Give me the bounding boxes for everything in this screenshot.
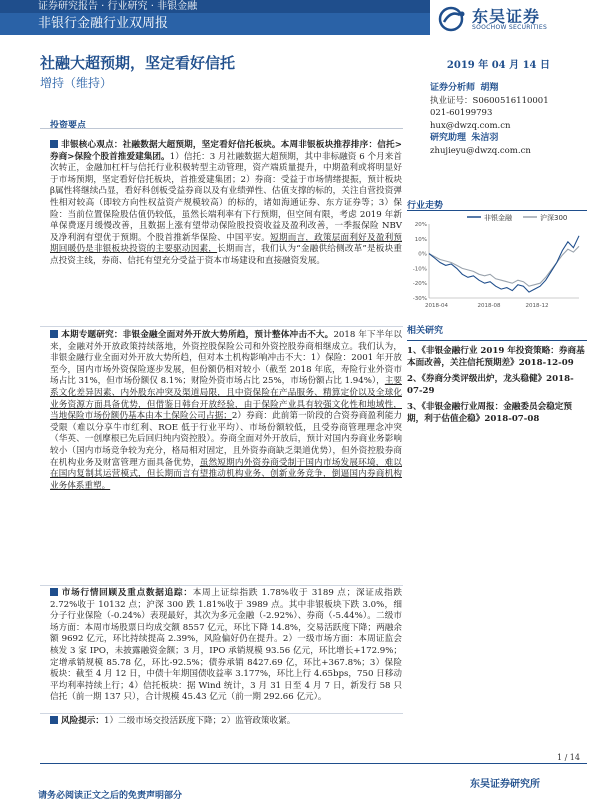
y-tick-label: 10% xyxy=(414,236,427,243)
page-number: 1 / 14 xyxy=(556,753,580,762)
footer-divider xyxy=(40,763,587,764)
related-research-item[interactable]: 2、《券商分类评级出炉，龙头稳健》2018-07-29 xyxy=(407,374,574,396)
paragraph-core-views xyxy=(50,140,402,268)
report-type-title: 非银行金融行业双周报 xyxy=(0,13,430,35)
legend-label: 沪深300 xyxy=(540,214,568,222)
logo-text-en: SOOCHOW SECURITIES xyxy=(472,24,548,31)
paragraph-lead: 本期专题研究：非银金融全面对外开放大势所趋，预计整体冲击不大。 xyxy=(61,330,334,340)
analyst-info xyxy=(430,82,580,157)
legend-label: 非银金融 xyxy=(484,214,512,222)
chart-section-title: 行业走势 xyxy=(407,201,444,211)
analyst-role: 证券分析师 xyxy=(430,83,476,93)
bullet-icon xyxy=(50,716,58,724)
logo-icon xyxy=(438,6,468,32)
paragraph-underlined: 虽然短期内外资券商受制于国内市场发展环境，难以在国内复制其运营模式，但长期而言有望推动机构业务、创新业务竞争，倒逼国内券商机构业务体系重塑。 xyxy=(50,457,402,491)
analyst-phone: 021-60199793 xyxy=(430,108,493,118)
assistant-email[interactable]: zhujieyu@dwzq.com.cn xyxy=(430,145,531,156)
report-headline: 社融大超预期，坚定看好信托 xyxy=(40,54,236,72)
paragraph-lead: 市场行情回顾及重点数据追踪： xyxy=(61,588,193,598)
series-line xyxy=(429,246,579,286)
paragraph-divider xyxy=(40,713,403,714)
x-tick-label: 2018-08 xyxy=(477,303,501,309)
assistant-role: 研究助理 xyxy=(430,133,467,143)
rating: 增持（维持） xyxy=(40,76,113,90)
logo-text-cn: 东吴证券 xyxy=(472,7,541,26)
chart-svg xyxy=(407,200,587,320)
paragraph-underlined: 短期而言，政策层面利好及盈利预期回暖仍是非银板块投资的主要驱动因素， xyxy=(50,232,402,255)
y-tick-label: 20% xyxy=(414,222,427,228)
paragraph-body: 1）信托：3 月社融数据大超预期，其中非标融资 6 个月来首次转正，金融加杠杆与信托行业积极转型主动管理，资产端质量提升，中期盈利或将明显好于市场预期，坚定看好信托板块，首推爱建集团；2）券商：受益于市场情绪提振，预计板块β属性将继续凸显，看好科创板受益券商以及有业绩弹性、估值支撑的标的，关注自营投资弹性相对较高（即较方向性权益资产规模较高）的标的，诸如海通证券、东方证券等；3）保险：当前位置保险股估值仍较低，虽然长端利率有下行预期，但空间有限，考虑 2019 年新单保费逐月缓慢改善，且数据上涨有望带动保险股投资收益及盈利改善，一季报保险 NBV 及净利润有望优于预期。个股首推新华保险、中国平安。 xyxy=(50,151,402,243)
paragraph-underlined: 主要系文化差异因素、内外股东冲突及渠道局限，且中资保险在产品服务、精算定价以及全球化业务资源方面具备优势，但借鉴日韩台开放经验，由于保险产业具有较强文化性和地域性，当地保险市场份额仍基本由本土保险公司占据； xyxy=(50,376,402,422)
paragraph-special-topic xyxy=(50,330,402,492)
bullet-icon xyxy=(50,330,58,338)
paragraph-risk xyxy=(50,716,402,728)
paragraph-body: 本周上证综指跌 1.78%收于 3189 点；深证成指跌 2.72%收于 10132 点；沪深 300 跌 1.81%收于 3989 点。其中非银板块下跌 3.0%，细分子行业保险（-0.24%）表现最好，其次为多元金融（-2.92%）、券商（-5.44%）。二级市场方面：本周市场股票日均成交额 8557 亿元，环比下降 14.8%，交易活跃度下降；两融余额 9692 亿元，环比持续提高 2.39%，风险偏好仍在提升。2）一级市场方面：本周证监会核发 3 家 IPO，未披露融资金额；3 月，IPO 承销规模 93.56 亿元，环比增长+172.9%；定增承销规模 85.78 亿，环比-92.5%；债券承销 8427.69 亿，环比+367.8%；3）保险板块：截至 4 月 12 日，中债十年期国债收益率 3.177%，环比上行 4.65bps，750 日移动平均利率持续上行；4）信托板块：据 Wind 统计，3 月 31 日至 4 月 7 日，新发行 58 只信托（前一期 137 只），合计规模 45.43 亿元（前一期 292.66 亿元）。 xyxy=(50,588,402,703)
paragraph-market-review xyxy=(50,588,402,704)
paragraph-body: 1）二级市场交投活跃度下降；2）监管政策收紧。 xyxy=(103,716,296,726)
report-date: 2019 年 04 月 14 日 xyxy=(446,60,550,71)
related-research-item[interactable]: 1、《非银金融行业 2019 年投资策略：券商基本面改善，关注信托预期差》2018-12-09 xyxy=(407,346,585,368)
paragraph-lead: 风险提示： xyxy=(61,716,104,726)
analyst-name: 胡翔 xyxy=(480,83,499,93)
industry-trend-chart xyxy=(407,200,587,320)
section-title-highlights: 投资要点 xyxy=(50,121,87,131)
x-tick-label: 2018-04 xyxy=(425,303,448,309)
paragraph-divider xyxy=(40,326,403,327)
analyst-license: 执业证号：S0600516110001 xyxy=(430,95,549,106)
company-logo xyxy=(438,4,588,36)
assistant-name: 朱洁羽 xyxy=(471,133,499,143)
report-header xyxy=(0,0,600,38)
y-tick-label: -30% xyxy=(412,296,427,302)
paragraph-divider xyxy=(40,585,403,586)
footer-firm-name: 东吴证券研究所 xyxy=(470,779,540,790)
paragraph-body: 2）券商：此前第一阶段的合资券商盈利能力受限（难以分享牛市红利、ROE 低于行业平均）、市场份额较低，且受券商管理理念冲突（华英、一创摩根已先后回归纯内资控股）。券商全面对外开放后，预计对国内券商业务影响较小（国内市场竞争较为充分，格局相对固定，且外资券商缺乏渠道优势），但外资控股券商在机构业务及财富管理方面具备优势， xyxy=(50,411,402,468)
series-line xyxy=(429,236,579,292)
bullet-icon xyxy=(50,588,58,596)
breadcrumb: 证券研究报告 · 行业研究 · 非银金融 xyxy=(0,0,430,13)
paragraph-body: 长期而言，我们认为“金融供给侧改革”是板块重点投资主线，券商、信托有望充分受益于资本市场建设和直接融资发展。 xyxy=(50,244,402,266)
y-tick-label: 0% xyxy=(418,251,427,258)
analyst-email[interactable]: hux@dwzq.com.cn xyxy=(430,120,511,131)
related-research xyxy=(407,323,587,429)
y-tick-label: -10% xyxy=(412,266,427,273)
x-tick-label: 2018-12 xyxy=(525,303,549,309)
related-research-title: 相关研究 xyxy=(407,323,587,341)
bullet-icon xyxy=(50,140,58,148)
y-tick-label: -20% xyxy=(412,281,427,288)
paragraph-body: 2018 年下半年以来，金融对外开放政策持续落地，外资控股保险公司和外资控股券商相继成立。我们认为，非银金融行业全面对外开放大势所趋，但对本土机构影响冲击不大：1）保险：2001 年开放至今，国内市场外资保险逐步发展，但份额仍相对较小（截至 2018 年底，寿险行业外资市场占比 31%，但市场份额仅 8.1%；财险外资市场占比 25%，市场份额占比 1.94%）， xyxy=(50,330,402,387)
paragraph-lead: 非银核心观点：社融数据大超预期，坚定看好信托板块。本周非银板块推荐排序：信托>券商>保险个股首推爱建集团。 xyxy=(50,140,402,162)
footer-disclaimer: 请务必阅读正文之后的免责声明部分 xyxy=(38,791,183,800)
section-divider xyxy=(40,128,403,129)
related-research-item[interactable]: 3、《非银金融行业周报：金融委员会稳定预期，利于估值企稳》2018-07-08 xyxy=(407,402,572,424)
